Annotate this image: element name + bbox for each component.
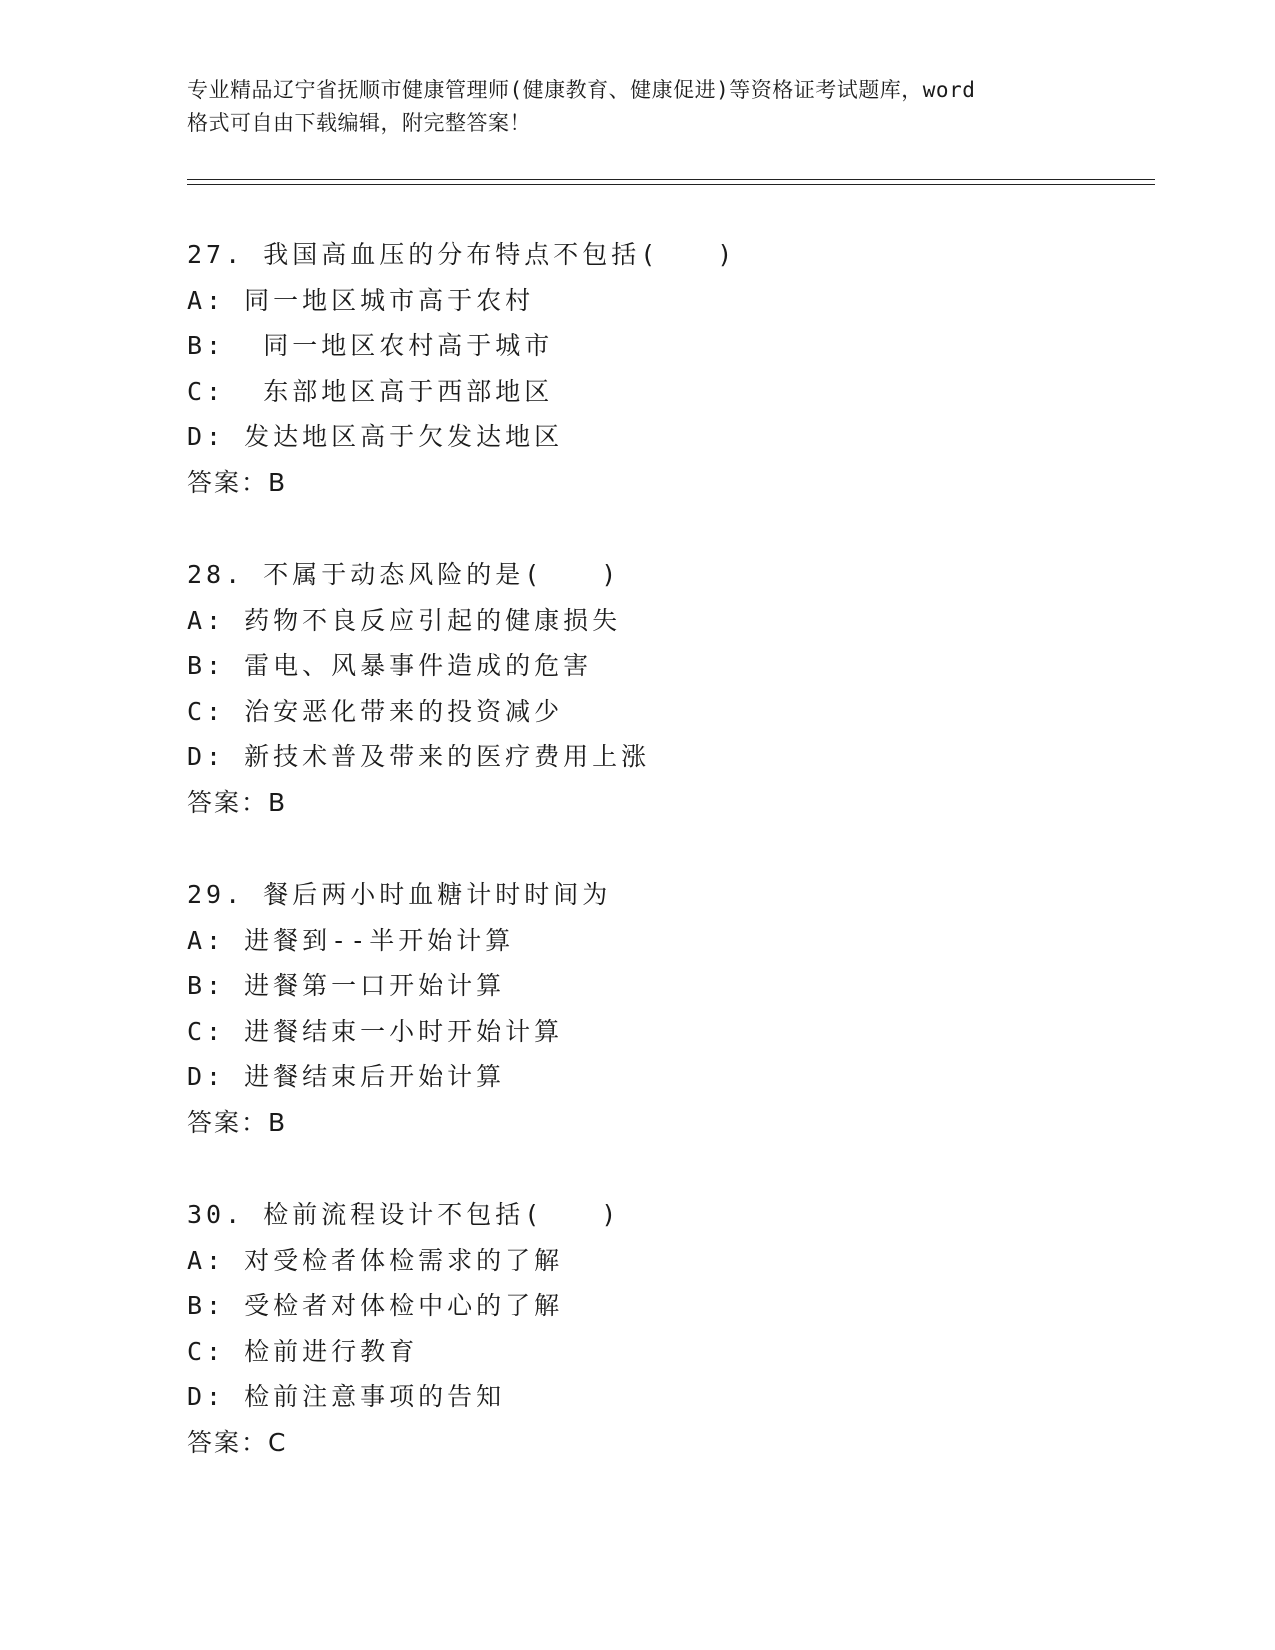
option-d: D: 新技术普及带来的医疗费用上涨 bbox=[187, 742, 651, 771]
option-c: C: 治安恶化带来的投资减少 bbox=[187, 696, 564, 726]
option-a: A: 同一地区城市高于农村 bbox=[187, 285, 535, 315]
answer: 答案：B bbox=[187, 1107, 288, 1137]
option-d: D: 检前注意事项的告知 bbox=[187, 1382, 506, 1411]
header-rule-bottom bbox=[187, 184, 1155, 185]
header-rule-top bbox=[187, 179, 1155, 180]
option-a: A: 药物不良反应引起的健康损失 bbox=[187, 605, 622, 635]
question-stem: 28. 不属于动态风险的是( ) bbox=[187, 560, 621, 589]
option-b: B: 进餐第一口开始计算 bbox=[187, 971, 506, 1000]
option-c: C: 东部地区高于西部地区 bbox=[187, 376, 554, 406]
question-29 bbox=[187, 872, 1147, 1192]
option-b: B: 同一地区农村高于城市 bbox=[187, 331, 554, 360]
question-stem: 27. 我国高血压的分布特点不包括( ) bbox=[187, 240, 737, 269]
option-c: C: 进餐结束一小时开始计算 bbox=[187, 1016, 564, 1046]
option-b: B: 受检者对体检中心的了解 bbox=[187, 1291, 564, 1320]
question-list bbox=[187, 232, 1147, 1512]
answer: 答案：B bbox=[187, 467, 288, 497]
question-28 bbox=[187, 552, 1147, 872]
option-a: A: 进餐到--半开始计算 bbox=[187, 925, 515, 955]
option-d: D: 发达地区高于欠发达地区 bbox=[187, 422, 564, 451]
question-stem: 30. 检前流程设计不包括( ) bbox=[187, 1200, 621, 1229]
question-stem: 29. 餐后两小时血糖计时时间为 bbox=[187, 880, 612, 909]
question-27 bbox=[187, 232, 1147, 552]
option-a: A: 对受检者体检需求的了解 bbox=[187, 1245, 564, 1275]
question-30 bbox=[187, 1192, 1147, 1512]
header-line-1: 专业精品辽宁省抚顺市健康管理师(健康教育、健康促进)等资格证考试题库，word bbox=[187, 78, 976, 102]
answer: 答案：B bbox=[187, 787, 288, 817]
document-header bbox=[187, 74, 1087, 140]
option-b: B: 雷电、风暴事件造成的危害 bbox=[187, 651, 593, 680]
option-d: D: 进餐结束后开始计算 bbox=[187, 1062, 506, 1091]
option-c: C: 检前进行教育 bbox=[187, 1336, 419, 1366]
header-line-2: 格式可自由下载编辑，附完整答案！ bbox=[187, 111, 531, 135]
answer: 答案：C bbox=[187, 1427, 288, 1457]
